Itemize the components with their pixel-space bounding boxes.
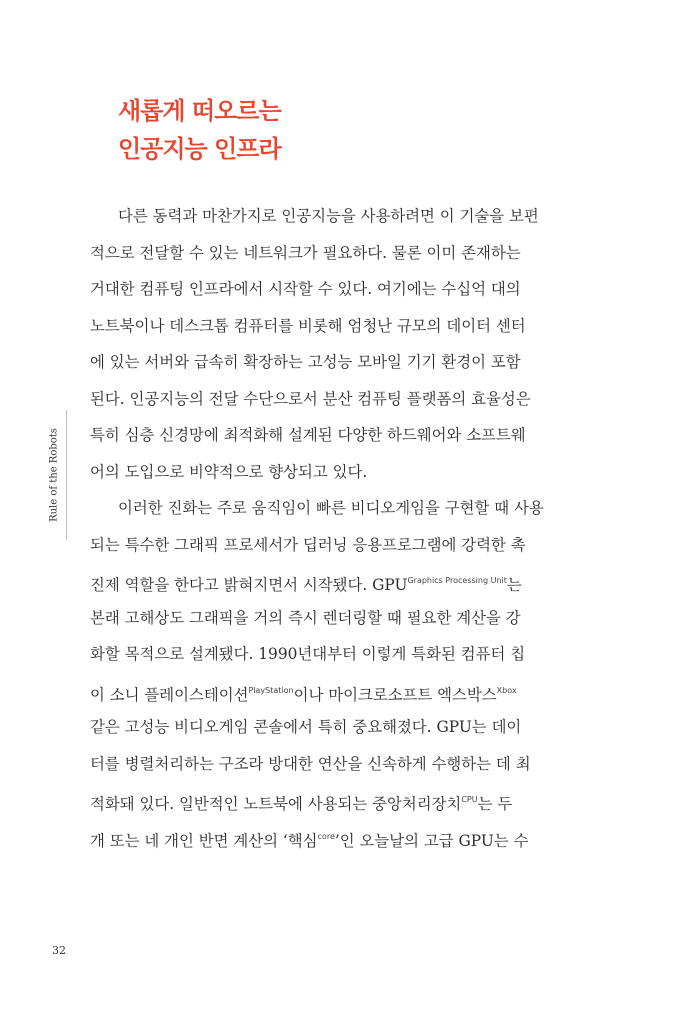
running-head [44,410,68,540]
section-heading-line-1: 새롭게 떠오르는 [118,97,281,125]
text-span: 개 또는 네 개인 반면 계산의 ‘핵심 [90,831,318,850]
paragraph-2-line: 본래 고해상도 그래픽을 거의 즉시 렌더링할 때 필요한 계산을 강 [90,608,521,627]
running-head-text: Rule of the Robots [48,428,60,522]
paragraph-2-line: 되는 특수한 그래픽 프로세서가 딥러닝 응용프로그램에 강력한 촉 [90,535,526,554]
text-span: 는 두 [477,795,513,813]
core-annotation: core [317,831,335,841]
paragraph-1-line: 특히 심층 신경망에 최적화해 설계된 다양한 하드웨어와 소프트웨 [90,426,526,444]
body-text [90,198,568,855]
text-span: 진제 역할을 한다고 밝혀지면서 시작됐다. GPU [90,576,408,594]
section-heading-line-2: 인공지능 인프라 [118,135,281,163]
paragraph-2-line: 화할 목적으로 설계됐다. 1990년대부터 이렇게 특화된 컴퓨터 칩 [90,645,526,663]
text-span: 이 소니 플레이스테이션 [90,685,249,704]
text-span: 는 [506,576,522,594]
paragraph-2-line [90,819,568,856]
paragraph-1-line: 된다. 인공지능의 전달 수단으로서 분산 컴퓨팅 플랫폼의 효율성은 [90,389,531,408]
paragraph-1-line: 다른 동력과 마찬가지로 인공지능을 사용하려면 이 기술을 보편 [118,207,539,225]
paragraph-1-line: 어의 도입으로 비약적으로 향상되고 있다. [90,462,368,481]
text-span: 이나 마이크로소프트 엑스박스 [293,685,497,704]
xbox-annotation: Xbox [496,685,517,695]
paragraph-1-line: 거대한 컴퓨팅 인프라에서 시작할 수 있다. 여기에는 수십억 대의 [90,280,521,298]
section-heading [118,92,281,168]
paragraph-1-line: 에 있는 서버와 급속히 확장하는 고성능 모바일 기기 환경이 포함 [90,353,521,371]
page-number: 32 [52,944,66,957]
paragraph-2-line: 터를 병렬처리하는 구조라 방대한 연산을 신속하게 수행하는 데 최 [90,754,531,773]
text-span: 적화돼 있다. 일반적인 노트북에 사용되는 중앙처리장치 [90,795,462,813]
running-head-rule [66,410,67,540]
paragraph-2-line [90,673,568,710]
paragraph-1-line: 노트북이나 데스크톱 컴퓨터를 비롯해 엄청난 규모의 데이터 센터 [90,316,526,335]
text-span: ’인 오늘날의 고급 GPU는 수 [334,831,529,850]
playstation-annotation: PlayStation [248,685,294,695]
paragraph-2-line: 이러한 진화는 주로 움직임이 빠른 비디오게임을 구현할 때 사용 [118,499,544,517]
paragraph-2-line [90,563,568,600]
paragraph-1-line: 적으로 전달할 수 있는 네트워크가 필요하다. 물론 이미 존재하는 [90,243,521,262]
gpu-annotation: Graphics Processing Unit [407,576,507,585]
cpu-annotation: CPU [461,795,478,804]
paragraph-2-line [90,782,568,819]
paragraph-2-line: 같은 고성능 비디오게임 콘솔에서 특히 중요해졌다. GPU는 데이 [90,718,522,736]
